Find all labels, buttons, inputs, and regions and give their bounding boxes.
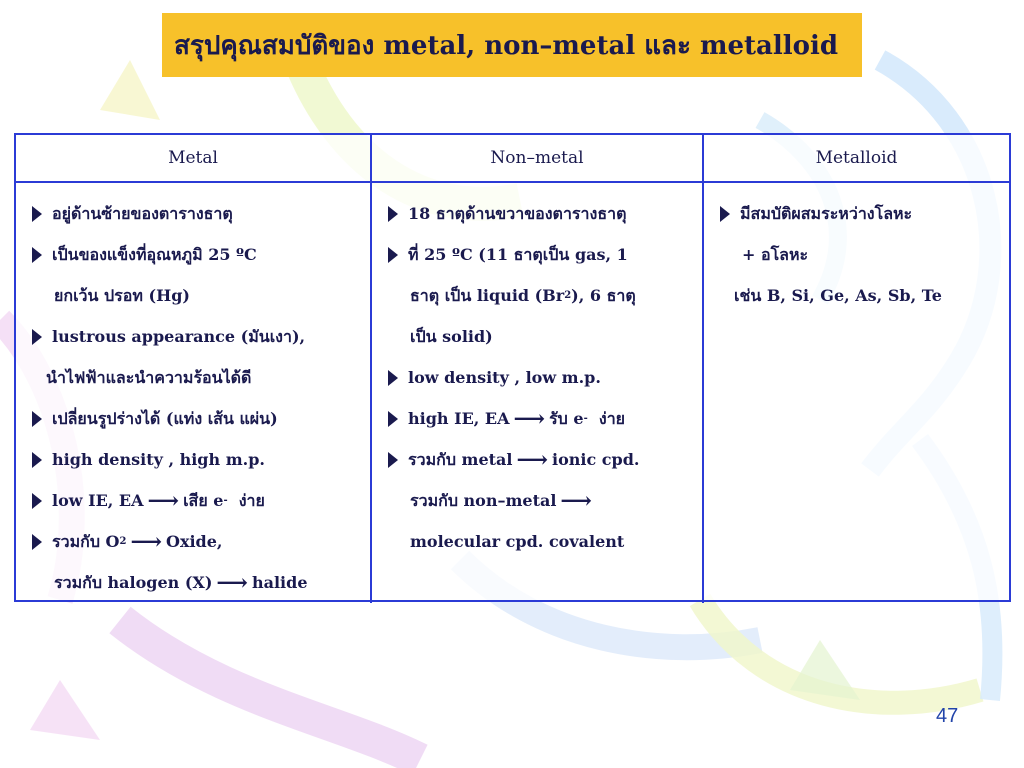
metal-line-5: [32, 357, 364, 398]
nonmetal-line-2: [388, 234, 696, 275]
metal-line-2: [32, 234, 364, 275]
metalloid-cell: [704, 183, 1009, 603]
nonmetal-line-9: [388, 521, 696, 562]
metalloid-text: + อโลหะ: [742, 245, 809, 264]
nonmetal-text: high IE, EA: [408, 409, 510, 428]
metal-cell: [16, 183, 372, 603]
bullet-icon: [720, 206, 730, 222]
bullet-icon: [388, 247, 398, 263]
nonmetal-line-4: [388, 316, 696, 357]
metal-text: เสีย e: [183, 491, 224, 510]
arrow-right-icon: ⟶: [513, 405, 546, 432]
metal-text: Oxide,: [166, 532, 223, 551]
page-number: 47: [936, 705, 959, 727]
nonmetal-line-7: [388, 439, 696, 480]
nonmetal-text: ), 6 ธาตุ: [571, 286, 636, 305]
metal-line-1: [32, 193, 364, 234]
metal-line-4: [32, 316, 364, 357]
metal-text: lustrous appearance (มันเงา),: [52, 327, 306, 346]
header-metal: Metal: [16, 135, 372, 183]
bullet-icon: [32, 534, 42, 550]
slide-title-text: สรุปคุณสมบัติของ metal, non–metal และ metalloid: [174, 30, 839, 61]
metal-line-7: [32, 439, 364, 480]
nonmetal-line-1: [388, 193, 696, 234]
nonmetal-text: รวมกับ non–metal: [410, 491, 557, 510]
bullet-icon: [32, 493, 42, 509]
metalloid-line-3: [720, 275, 1003, 316]
metal-line-8: [32, 480, 364, 521]
nonmetal-text: ionic cpd.: [552, 450, 640, 469]
nonmetal-cell: [372, 183, 704, 603]
arrow-right-icon: ⟶: [216, 569, 248, 596]
metal-line-10: [32, 562, 364, 603]
bullet-icon: [388, 370, 398, 386]
subscript: 2: [119, 536, 127, 547]
metal-text: ยกเว้น ปรอท (Hg): [54, 286, 190, 305]
arrow-right-icon: ⟶: [130, 528, 162, 555]
metal-text: halide: [251, 573, 308, 592]
subscript: 2: [564, 290, 572, 301]
bullet-icon: [32, 329, 42, 345]
superscript: -: [583, 413, 588, 424]
arrow-right-icon: ⟶: [147, 487, 180, 514]
bullet-icon: [32, 411, 42, 427]
nonmetal-text: เป็น solid): [410, 327, 493, 346]
metal-line-6: [32, 398, 364, 439]
metalloid-text: มีสมบัติผสมระหว่างโลหะ: [740, 204, 913, 223]
slide-title: [162, 13, 862, 77]
arrow-right-icon: ⟶: [516, 446, 549, 473]
metal-text: high density , high m.p.: [52, 450, 265, 469]
nonmetal-line-6: [388, 398, 696, 439]
metal-text: เปลี่ยนรูปร่างได้ (แท่ง เส้น แผ่น): [52, 409, 278, 428]
metalloid-text: เช่น B, Si, Ge, As, Sb, Te: [734, 286, 942, 305]
metal-text: นำไฟฟ้าและนำความร้อนได้ดี: [46, 368, 252, 387]
metal-text: รวมกับ halogen (X): [54, 573, 213, 592]
metal-line-3: [32, 275, 364, 316]
metal-text: อยู่ด้านซ้ายของตารางธาตุ: [52, 204, 233, 223]
superscript: -: [223, 495, 228, 506]
nonmetal-text: ง่าย: [598, 409, 626, 428]
bullet-icon: [32, 452, 42, 468]
comparison-table: [14, 133, 1011, 602]
metal-text: รวมกับ O: [52, 532, 120, 551]
nonmetal-line-5: [388, 357, 696, 398]
nonmetal-text: 18 ธาตุด้านขวาของตารางธาตุ: [408, 204, 627, 223]
bullet-icon: [388, 452, 398, 468]
bullet-icon: [32, 247, 42, 263]
metal-line-9: [32, 521, 364, 562]
nonmetal-text: ที่ 25 ºC (11 ธาตุเป็น gas, 1: [408, 245, 628, 264]
bullet-icon: [388, 206, 398, 222]
metal-text: เป็นของแข็งที่อุณหภูมิ 25 ºC: [52, 245, 257, 264]
nonmetal-line-8: [388, 480, 696, 521]
nonmetal-text: low density , low m.p.: [408, 368, 601, 387]
metal-text: ง่าย: [238, 491, 265, 510]
bullet-icon: [32, 206, 42, 222]
metalloid-line-2: [720, 234, 1003, 275]
header-nonmetal: Non–metal: [372, 135, 704, 183]
nonmetal-text: ธาตุ เป็น liquid (Br: [410, 286, 565, 305]
arrow-right-icon: ⟶: [560, 487, 592, 514]
metal-text: low IE, EA: [52, 491, 144, 510]
nonmetal-line-3: [388, 275, 696, 316]
bullet-icon: [388, 411, 398, 427]
metalloid-line-1: [720, 193, 1003, 234]
nonmetal-text: molecular cpd. covalent: [410, 532, 625, 551]
nonmetal-text: รวมกับ metal: [408, 450, 513, 469]
nonmetal-text: รับ e: [549, 409, 584, 428]
header-metalloid: Metalloid: [704, 135, 1009, 183]
